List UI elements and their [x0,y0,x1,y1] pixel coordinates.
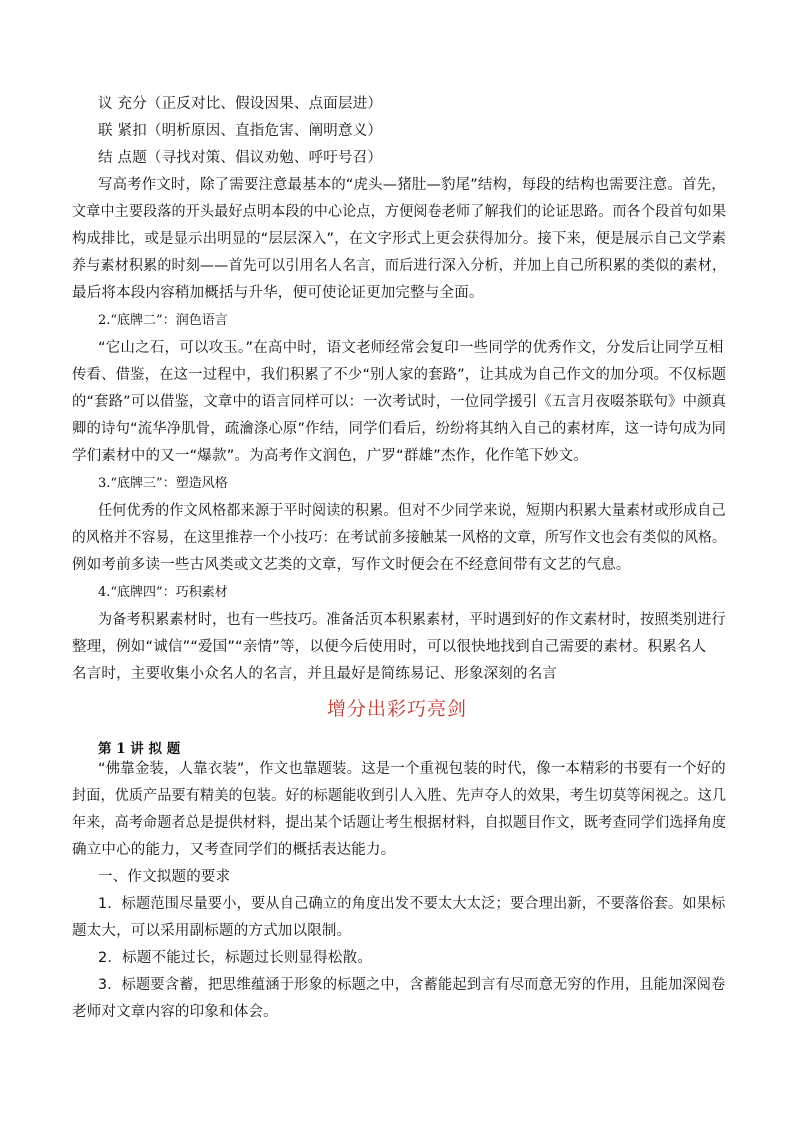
requirement-3-line: 老师对文章内容的印象和体会。 [72,1004,278,1020]
paragraph-line: 传看、借鉴，在这一过程中，我们积累了不少“别人家的套路”，让其成为自己作文的加分项。不仅标题 [72,367,727,383]
requirement-1-line: 题太大，可以采用副标题的方式加以限制。 [72,923,352,939]
paragraph-line: 为备考积累素材时，也有一些技巧。准备活页本积累素材，平时遇到好的作文素材时，按照类别进行 [98,612,726,628]
subheading-card-four: 4.“底牌四”：巧积素材 [98,585,228,600]
paragraph-line: 例如考前多读一些古风类或文艺类的文章，写作文时便会在不经意间带有文艺的气息。 [72,557,631,573]
subheading-card-three: 3.“底牌三”：塑造风格 [98,476,228,491]
paragraph-line: 任何优秀的作文风格都来源于平时阅读的积累。但对不少同学来说，短期内积累大量素材或形成自己 [98,503,726,519]
paragraph-line: 养与素材积累的时刻——首先可以引用名人名言，而后进行深入分析，并加上自己所积累的类似的素材， [72,258,727,274]
structure-line-conclusion: 结 点题（寻找对策、倡议劝勉、呼吁号召） [98,150,383,166]
paragraph-line: 最后将本段内容稍加概括与升华，便可使论证更加完整与全面。 [72,285,484,301]
requirements-heading: 一、作文拟题的要求 [98,869,231,885]
lecture-title: 第 1 讲 拟 题 [98,741,181,757]
requirement-1-line: 1．标题范围尽量要小，要从自己确立的角度出发不要太大太泛；要合理出新，不要落俗套。如果标 [98,896,726,912]
paragraph-line: 的“套路”可以借鉴，文章中的语言同样可以：一次考试时，一位同学援引《五言月夜啜茶联句》中颜真 [72,394,727,410]
paragraph-line: “佛靠金装，人靠衣装”，作文也靠题装。这是一个重视包装的时代，像一本精彩的书要有一个好的 [98,761,726,777]
paragraph-line: 构成排比，或是显示出明显的“层层深入”，在文字形式上更会获得加分。接下来，便是展示自己文学素 [72,231,727,247]
structure-line-argument: 议 充分（正反对比、假设因果、点面层进） [98,96,383,112]
subheading-card-two: 2.“底牌二”：润色语言 [98,313,228,328]
paragraph-line: 卿的诗句“流华净肌骨，疏瀹涤心原”作结，同学们看后，纷纷将其纳入自己的素材库，这一诗句成为同 [72,421,727,437]
paragraph-line: 封面，优质产品要有精美的包装。好的标题能收到引人入胜、先声夺人的效果，考生切莫等闲视之。这几 [72,788,727,804]
paragraph-line: 文章中主要段落的开头最好点明本段的中心论点，方便阅卷老师了解我们的论证思路。而各个段首句如果 [72,204,727,220]
requirement-2-line: 2．标题不能过长，标题过长则显得松散。 [98,950,373,966]
paragraph-line: 年来，高考命题者总是提供材料，提出某个话题让考生根据材料，自拟题目作文，既考查同学们选择角度 [72,815,727,831]
paragraph-line: 确立中心的能力，又考查同学们的概括表达能力。 [72,842,396,858]
paragraph-line: 名言时，主要收集小众名人的名言，并且最好是简练易记、形象深刻的名言 [72,666,558,682]
section-title: 增分出彩巧亮剑 [326,698,467,720]
requirement-3-line: 3．标题要含蓄，把思维蕴涵于形象的标题之中，含蓄能起到言有尽而意无穷的作用，且能加深阅卷 [98,977,726,993]
paragraph-line: 的风格并不容易，在这里推荐一个小技巧：在考试前多接触某一风格的文章，所写作文也会有类似的风格。 [72,530,726,546]
paragraph-line: 整理，例如“诚信”“爱国”“亲情”等，以便今后使用时，可以很快地找到自己需要的素材。积累名人 [72,639,707,655]
paragraph-line: “它山之石，可以攻玉。”在高中时，语文老师经常会复印一些同学的优秀作文，分发后让同学互相 [98,340,724,356]
structure-line-link: 联 紧扣（明析原因、直指危害、阐明意义） [98,123,383,139]
paragraph-line: 写高考作文时，除了需要注意最基本的“虎头—猪肚—豹尾”结构，每段的结构也需要注意。首先， [98,177,726,193]
paragraph-line: 学们素材中的又一“爆款”。为高考作文润色，广罗“群雄”杰作，化作笔下妙文。 [72,448,588,464]
